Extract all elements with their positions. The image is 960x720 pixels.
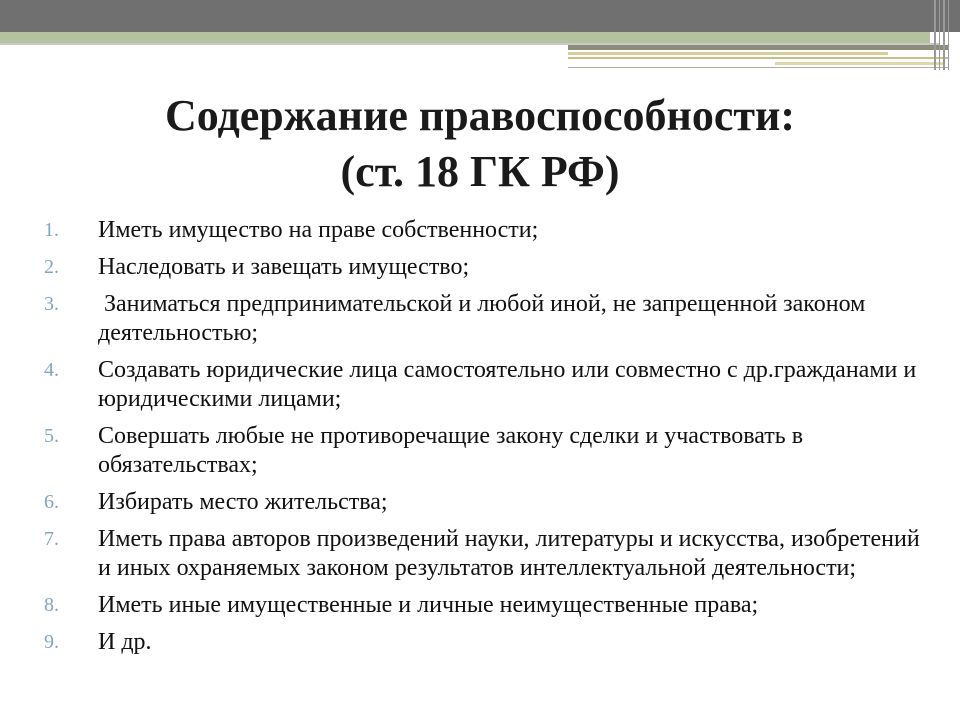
list-item — [44, 422, 924, 480]
list-item-number: 8. — [44, 594, 59, 616]
list-item — [44, 591, 924, 620]
slide-title-line1: Содержание правоспособности: — [164, 91, 796, 140]
header-stripe-gold — [568, 57, 948, 59]
list-item-text: Избирать место жительства; — [98, 489, 388, 515]
list-item-number: 5. — [44, 425, 59, 447]
list-item-number: 2. — [44, 256, 59, 278]
header-vertical-lines — [930, 0, 960, 70]
list-item-number: 6. — [44, 491, 59, 513]
list-item — [44, 356, 924, 414]
list-item — [44, 290, 924, 348]
header-stripe-gold — [775, 62, 945, 65]
list-item — [44, 253, 924, 282]
list-item — [44, 216, 924, 245]
list-item-text: Создавать юридические лица самостоятельно или совместно с др.гражданами и юридическими лицами; — [98, 357, 917, 412]
list-item-text: Иметь права авторов произведений науки, литературы и искусства, изобретений и иных охраняемых законом результатов интеллектуальной деятельности; — [98, 526, 920, 581]
list-item-text: Иметь иные имущественные и личные неимущественные права; — [98, 592, 759, 618]
list-item-text: Наследовать и завещать имущество; — [98, 254, 470, 280]
list-item-text: Заниматься предпринимательской и любой иной, не запрещенной законом деятельностью; — [98, 291, 872, 346]
list-item — [44, 525, 924, 583]
list-item-number: 3. — [44, 293, 59, 315]
list-item-text: И др. — [98, 629, 152, 655]
header-stripe-gold — [568, 52, 888, 55]
list-item-number: 4. — [44, 359, 59, 381]
header-bar — [0, 0, 960, 32]
slide-title — [0, 88, 960, 200]
header-stripe-thin — [568, 67, 948, 68]
header-stripe-dark — [568, 45, 948, 50]
list-item-text: Иметь имущество на праве собственности; — [98, 217, 539, 243]
list-item-number: 9. — [44, 631, 59, 653]
list-item-number: 7. — [44, 528, 59, 550]
slide-title-line2: (ст. 18 ГК РФ) — [340, 147, 620, 196]
list-item-number: 1. — [44, 219, 59, 241]
rights-list — [44, 216, 924, 665]
list-item — [44, 628, 924, 657]
header-stripe-green — [0, 32, 930, 43]
list-item-text: Совершать любые не противоречащие закону сделки и участвовать в обязательствах; — [98, 423, 804, 478]
list-item — [44, 488, 924, 517]
